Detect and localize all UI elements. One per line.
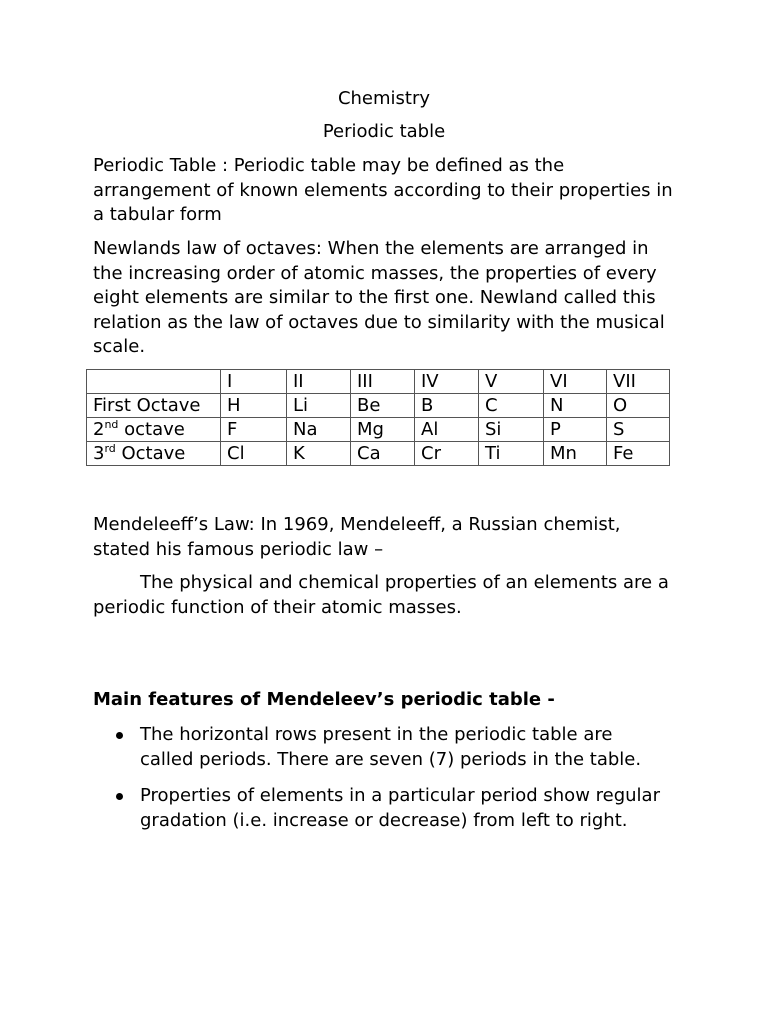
table-header-row (87, 370, 670, 394)
table-cell: Be (351, 394, 415, 418)
row-label: 2 (93, 419, 105, 440)
table-row (87, 418, 670, 442)
table-cell: Cr (415, 442, 479, 466)
row-label: 3 (93, 443, 105, 464)
row-label-suffix: Octave (115, 443, 186, 464)
list-item-text: The horizontal rows present in the periodic table are called periods. There are seven (7) periods in the table. (140, 724, 642, 770)
table-row (87, 394, 670, 418)
list-item (93, 723, 668, 772)
table-cell: Mg (351, 418, 415, 442)
table-cell: Li (287, 394, 351, 418)
row-label-cell (87, 394, 221, 418)
definition-paragraph: Periodic Table : Periodic table may be defined as the arrangement of known elements according to their properties in a tabular form (93, 155, 673, 225)
table-header-cell: I (221, 370, 287, 394)
table-cell: F (221, 418, 287, 442)
octaves-table (86, 369, 670, 466)
list-item (93, 784, 668, 833)
mendeleeff-law-paragraph: Mendeleeff’s Law: In 1969, Mendeleeff, a Russian chemist, stated his famous periodic law – (93, 514, 621, 560)
table-cell: C (479, 394, 544, 418)
row-label-suffix: octave (118, 419, 185, 440)
table-header-cell (87, 370, 221, 394)
table-cell: Al (415, 418, 479, 442)
row-label-superscript: rd (104, 442, 116, 455)
row-label-cell (87, 418, 221, 442)
document-topic: Periodic table (322, 121, 446, 142)
features-list (93, 723, 668, 833)
table-cell: S (607, 418, 670, 442)
table-header-cell: III (351, 370, 415, 394)
table-cell: N (544, 394, 607, 418)
table-cell: Ca (351, 442, 415, 466)
row-label-cell (87, 442, 221, 466)
table-header-cell: V (479, 370, 544, 394)
table-cell: Cl (221, 442, 287, 466)
table-row (87, 442, 670, 466)
table-cell: Ti (479, 442, 544, 466)
row-label: First Octave (93, 395, 201, 416)
table-header-cell: IV (415, 370, 479, 394)
table-cell: B (415, 394, 479, 418)
table-header-cell: VI (544, 370, 607, 394)
table-cell: P (544, 418, 607, 442)
table-cell: K (287, 442, 351, 466)
table-cell: H (221, 394, 287, 418)
document-subject: Chemistry (337, 88, 431, 109)
bullet-icon (116, 732, 123, 739)
table-cell: Mn (544, 442, 607, 466)
bullet-icon (116, 793, 123, 800)
newlands-paragraph: Newlands law of octaves: When the elements are arranged in the increasing order of atomic masses, the properties of every eight elements are similar to the first one. Newland called this relation as the law of octaves due to similarity with the musical scale. (93, 238, 665, 357)
table-cell: Fe (607, 442, 670, 466)
table-cell: Na (287, 418, 351, 442)
list-item-text: Properties of elements in a particular period show regular gradation (i.e. increase or decrease) from left to right. (140, 785, 660, 831)
table-cell: O (607, 394, 670, 418)
row-label-superscript: nd (104, 418, 119, 431)
mendeleeff-statement-paragraph: The physical and chemical properties of an elements are a periodic function of their atomic masses. (93, 572, 669, 618)
table-header-cell: VII (607, 370, 670, 394)
table-cell: Si (479, 418, 544, 442)
table-header-cell: II (287, 370, 351, 394)
features-heading: Main features of Mendeleev’s periodic table - (93, 689, 555, 710)
